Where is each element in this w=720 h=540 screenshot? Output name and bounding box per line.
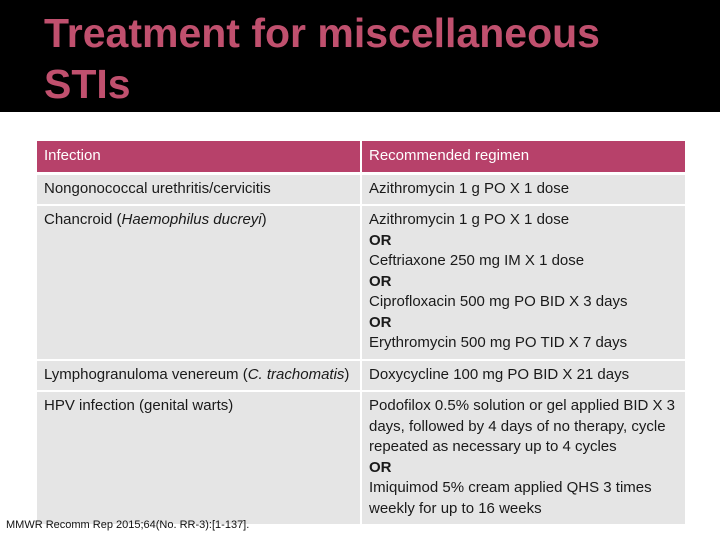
regimen-line: Ciprofloxacin 500 mg PO BID X 3 days: [369, 293, 628, 310]
cell-regimen: [361, 205, 686, 360]
regimen-or: OR: [369, 458, 392, 476]
title-bar: [0, 0, 720, 112]
header-infection: Infection: [36, 140, 361, 173]
organism-name: C. trachomatis: [247, 365, 345, 383]
table-row: [36, 205, 686, 360]
regimen-line: Doxycycline 100 mg PO BID X 21 days: [369, 365, 630, 383]
organism-name: Haemophilus ducreyi: [121, 211, 262, 228]
regimen-or: OR: [369, 313, 392, 331]
cell-infection: [36, 205, 361, 360]
regimen-or: OR: [369, 231, 392, 249]
cell-regimen: [361, 360, 686, 392]
cell-infection: [36, 360, 361, 392]
header-regimen: Recommended regimen: [361, 140, 686, 173]
cell-regimen: [361, 173, 686, 205]
slide-title-line-1: Treatment for miscellaneous: [44, 10, 600, 56]
infection-text: ): [344, 365, 350, 383]
slide-title: [44, 8, 704, 110]
regimen-or: OR: [369, 272, 392, 290]
infection-text: Lymphogranuloma venereum (: [44, 365, 248, 383]
table-row: [36, 173, 686, 205]
citation: MMWR Recomm Rep 2015;64(No. RR-3):[1-137].: [6, 519, 250, 531]
treatment-table: [35, 139, 687, 526]
table-header-row: [36, 140, 686, 173]
cell-infection: HPV infection (genital warts): [36, 391, 361, 525]
regimen-line: Erythromycin 500 mg PO TID X 7 days: [369, 334, 628, 351]
infection-text: Chancroid (: [44, 211, 122, 228]
cell-infection: Nongonococcal urethritis/cervicitis: [36, 173, 361, 205]
regimen-line: Podofilox 0.5% solution or gel applied BID X 3 days, followed by 4 days of no therapy, cycle repeated as necessary up to 4 cycles: [369, 397, 676, 455]
table-row: [36, 360, 686, 392]
regimen-line: Imiquimod 5% cream applied QHS 3 times weekly for up to 16 weeks: [369, 479, 652, 517]
infection-text: ): [261, 211, 267, 228]
regimen-line: Ceftriaxone 250 mg IM X 1 dose: [369, 252, 585, 269]
table-row: [36, 391, 686, 525]
cell-regimen: [361, 391, 686, 525]
slide-title-line-2: STIs: [44, 61, 131, 107]
regimen-line: Azithromycin 1 g PO X 1 dose: [369, 211, 570, 228]
regimen-line: Azithromycin 1 g PO X 1 dose: [369, 179, 570, 197]
